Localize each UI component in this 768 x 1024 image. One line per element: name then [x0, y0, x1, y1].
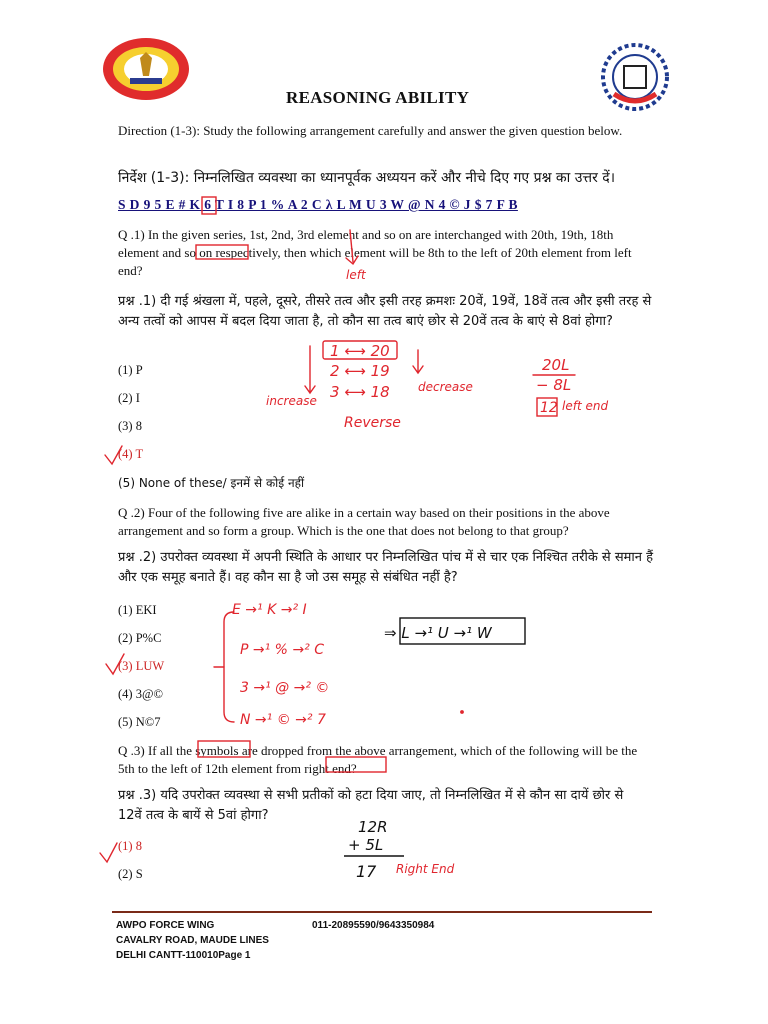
annotation-pair-1: 1 ⟷ 20 [330, 342, 390, 360]
q3-option-1: (1) 8 [118, 839, 142, 853]
annotation-q2-group-1: E →¹ K →² I [232, 602, 307, 618]
series-line: S D 9 5 E # K 6 T I 8 P 1 % A 2 C λ L M U 3 W @ N 4 © J $ 7 F B [118, 197, 518, 212]
q2-option-1: (1) EKI [118, 603, 157, 617]
annotation-calc3-result: 17 [356, 862, 377, 881]
q1-option-5: (5) None of these/ इनमें से कोई नहीं [118, 476, 305, 490]
q2-en: Q .2) Four of the following five are alike in a certain way based on their positions in the above arrangement and so form a group. Which is the one that does not belong to that group? [118, 505, 610, 538]
annotation-pair-3: 3 ⟷ 18 [330, 383, 390, 401]
annotation-reverse: Reverse [344, 415, 401, 431]
annotation-calc1-result: 12 [540, 400, 558, 416]
q1-hi: प्रश्न .1) दी गई श्रंखला में, पहले, दूसरे, तीसरे तत्व और इसी तरह क्रमशः 20वें, 19वें, 18वें तत्व और इसी तरह से अन्य तत्वों को आपस में बदल दिया जाता है, तो कौन सा तत्व बाएं छोर से 20वें तत्व के बाएं से 8वां होगा? [118, 294, 652, 329]
annotation-q2-group-2: P →¹ % →² C [240, 642, 325, 658]
q1-option-4: (4) T [118, 447, 144, 461]
direction-en: Direction (1-3): Study the following arrangement carefully and answer the given question below. [118, 123, 623, 138]
direction-hi: निर्देश (1-3): निम्नलिखित व्यवस्था का ध्यानपूर्वक अध्ययन करें और नीचे दिए गए प्रश्न का उत्तर दें। [118, 170, 616, 186]
q2-option-2: (2) P%C [118, 631, 162, 645]
annotation-left: left [346, 268, 366, 282]
annotation-calc3-b: + 5L [348, 836, 384, 854]
q1-option-1: (1) P [118, 363, 143, 377]
annotation-q2-luw: ⇒ L →¹ U →¹ W [384, 624, 492, 642]
q3-en: Q .3) If all the symbols are dropped from the above arrangement, which of the following will be the 5th to the left of 12th element from right end? [118, 743, 638, 776]
q1-en: Q .1) In the given series, 1st, 2nd, 3rd element and so on are interchanged with 20th, 19th, 18th element and so on respectively, then which element will be 8th to the left of 20th element from left end? [118, 227, 632, 278]
footer-line-1: AWPO FORCE WING [116, 920, 215, 931]
q1-option-3: (3) 8 [118, 419, 142, 433]
annotation-calc1-note: left end [562, 399, 609, 413]
annotation-increase: increase [266, 394, 317, 408]
annotation-calc1-a: 20L [542, 356, 570, 374]
annotation-pair-2: 2 ⟷ 19 [330, 362, 390, 380]
annotation-calc1-b: − 8L [536, 376, 572, 394]
annotation-calc3-a: 12R [358, 818, 388, 836]
page-title: REASONING ABILITY [286, 88, 470, 107]
q1-option-2: (2) I [118, 391, 140, 405]
q2-option-3: (3) LUW [118, 659, 165, 673]
footer-phone: 011-20895590/9643350984 [312, 920, 435, 931]
q3-hi: प्रश्न .3) यदि उपरोक्त व्यवस्था से सभी प्रतीकों को हटा दिया जाए, तो निम्नलिखित में से कौन सा दायें छोर से 12वें तत्व के बायें से 5वां होगा? [118, 788, 624, 823]
annotation-q2-group-3: 3 →¹ @ →² © [240, 680, 330, 696]
q2-option-4: (4) 3@© [118, 687, 163, 701]
footer-line-2: CAVALRY ROAD, MAUDE LINES [116, 935, 269, 946]
q2-hi: प्रश्न .2) उपरोक्त व्यवस्था में अपनी स्थिति के आधार पर निम्नलिखित पांच में से चार एक निश्चित तरीके से समान हैं और एक समूह बनाते हैं। वह कौन सा है जो उस समूह से संबंधित नहीं है? [118, 550, 654, 585]
q2-option-5: (5) N©7 [118, 715, 161, 729]
annotation-calc3-note: Right End [396, 862, 455, 876]
footer-line-3: DELHI CANTT-110010Page 1 [116, 950, 251, 961]
annotation-q2-group-4: N →¹ © →² 7 [240, 712, 326, 728]
q3-option-2: (2) S [118, 867, 143, 881]
annotation-decrease: decrease [418, 380, 473, 394]
